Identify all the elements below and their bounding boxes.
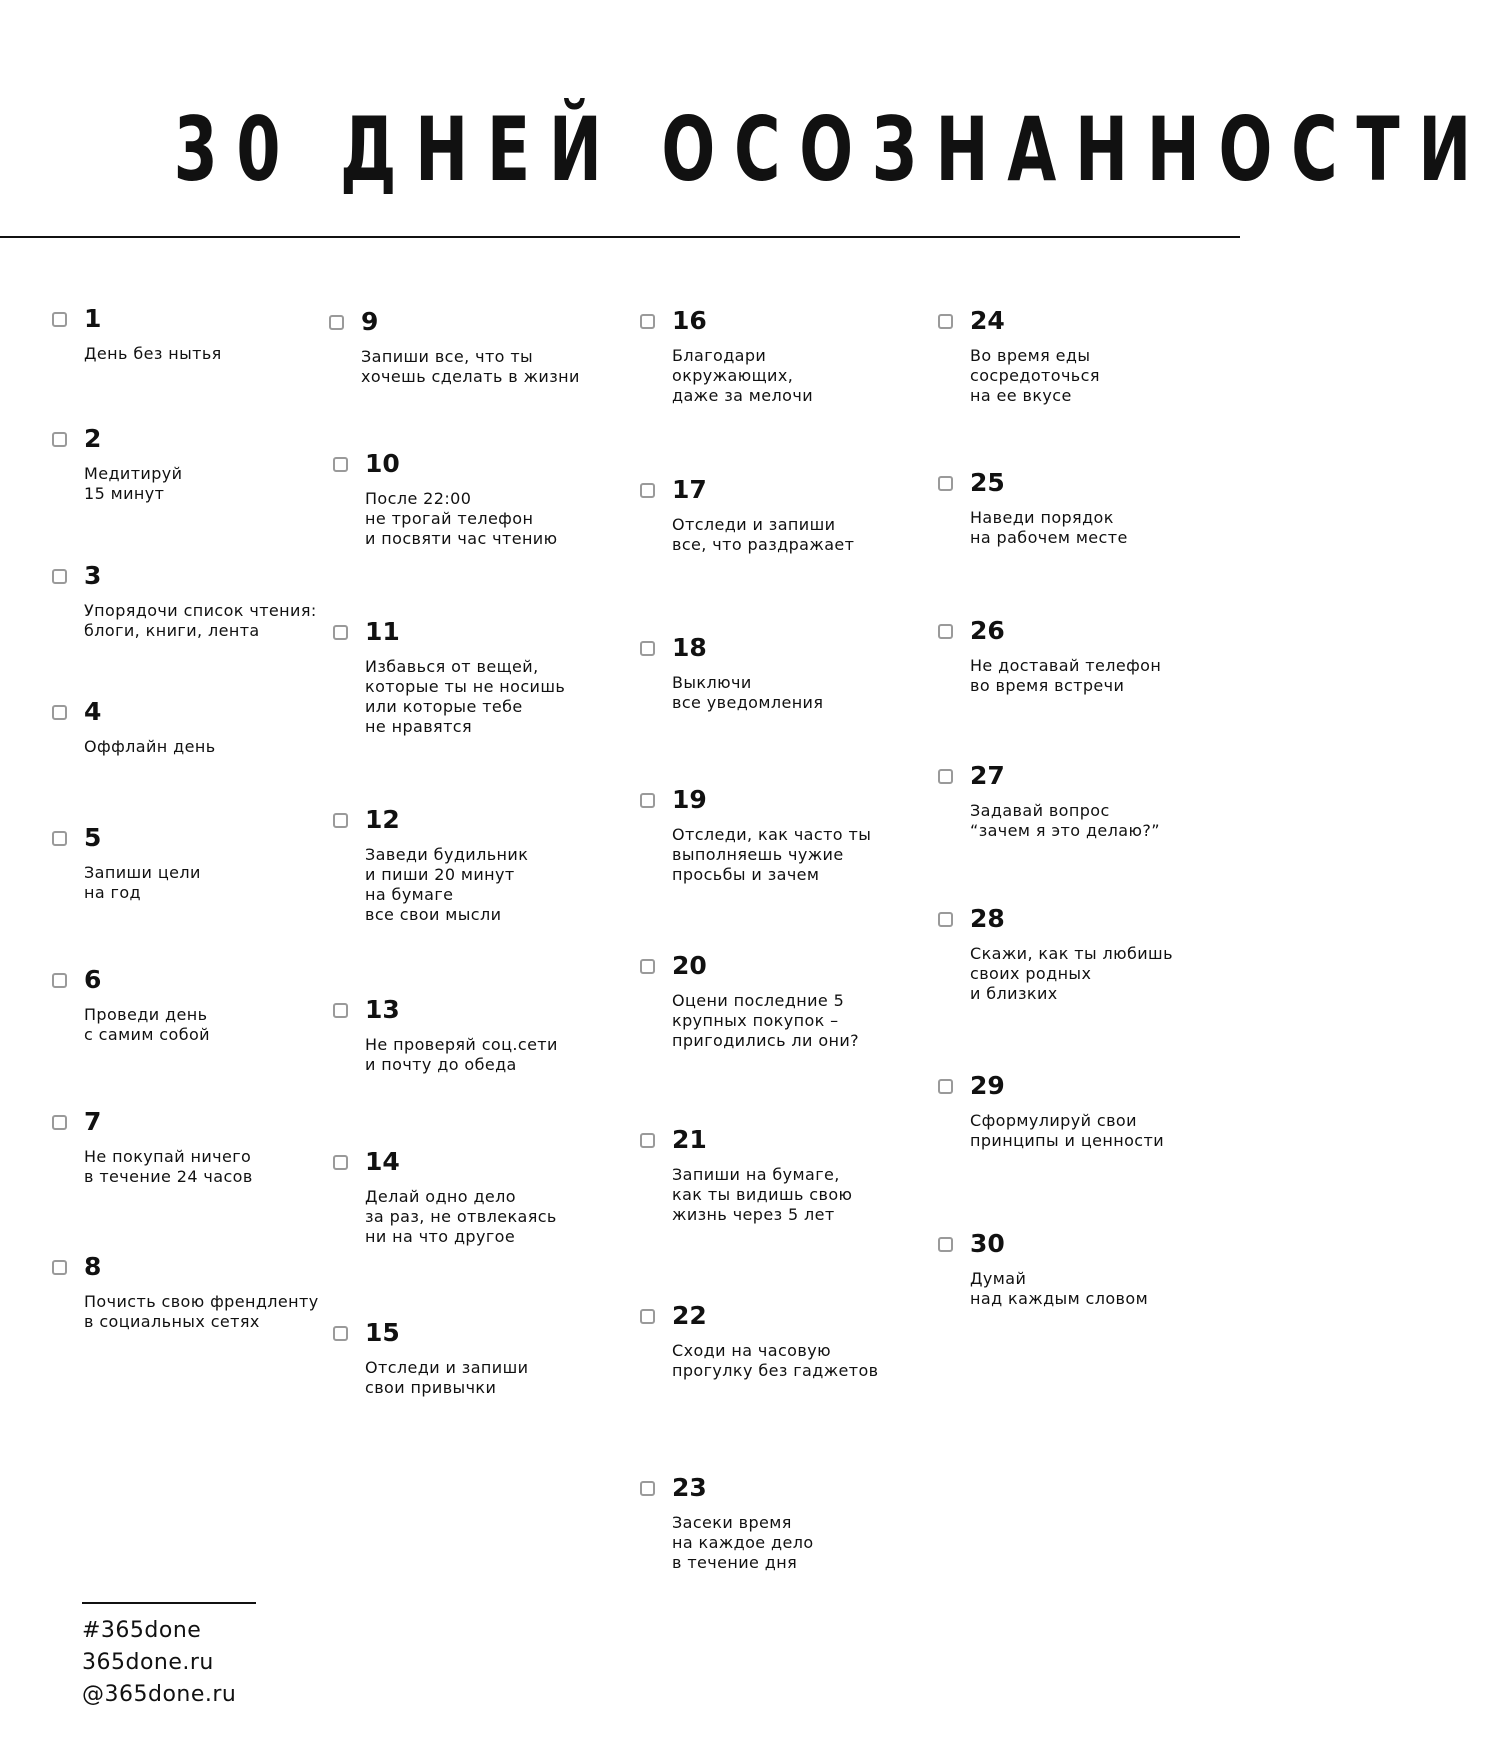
- checkbox[interactable]: [52, 569, 67, 584]
- footer-website[interactable]: 365done.ru: [82, 1650, 214, 1675]
- task-text: Не проверяй соц.сети и почту до обеда: [365, 1035, 558, 1074]
- checkbox[interactable]: [938, 314, 953, 329]
- task-text: Выключи все уведомления: [672, 673, 824, 712]
- task-text: Делай одно дело за раз, не отвлекаясь ни на что другое: [365, 1187, 557, 1246]
- task-number: 8: [84, 1252, 102, 1281]
- task-text: Отследи, как часто ты выполняешь чужие просьбы и зачем: [672, 825, 872, 884]
- task-text: Засеки время на каждое дело в течение дня: [672, 1513, 814, 1572]
- checkbox[interactable]: [640, 1481, 655, 1496]
- checkbox[interactable]: [333, 625, 348, 640]
- task-text: Почисть свою френдленту в социальных сетях: [84, 1292, 319, 1331]
- checkbox[interactable]: [333, 1155, 348, 1170]
- checkbox[interactable]: [52, 831, 67, 846]
- task-text: Сформулируй свои принципы и ценности: [970, 1111, 1164, 1150]
- task-text: Не покупай ничего в течение 24 часов: [84, 1147, 253, 1186]
- task-text: Задавай вопрос “зачем я это делаю?”: [970, 801, 1160, 840]
- checkbox[interactable]: [640, 959, 655, 974]
- checkbox[interactable]: [333, 813, 348, 828]
- task-number: 24: [970, 306, 1005, 335]
- task-text: Не доставай телефон во время встречи: [970, 656, 1162, 695]
- checkbox[interactable]: [938, 476, 953, 491]
- header-divider: [0, 236, 1240, 238]
- task-number: 25: [970, 468, 1005, 497]
- checkbox[interactable]: [329, 315, 344, 330]
- checkbox[interactable]: [52, 312, 67, 327]
- task-text: Благодари окружающих, даже за мелочи: [672, 346, 813, 405]
- checkbox[interactable]: [52, 1115, 67, 1130]
- checkbox[interactable]: [640, 483, 655, 498]
- task-text: Сходи на часовую прогулку без гаджетов: [672, 1341, 879, 1380]
- task-number: 10: [365, 449, 400, 478]
- checkbox[interactable]: [640, 1133, 655, 1148]
- footer-handle[interactable]: @365done.ru: [82, 1682, 237, 1707]
- checkbox[interactable]: [640, 1309, 655, 1324]
- checkbox[interactable]: [333, 1326, 348, 1341]
- task-number: 9: [361, 307, 379, 336]
- checkbox[interactable]: [938, 1079, 953, 1094]
- task-text: Запиши все, что ты хочешь сделать в жизни: [361, 347, 580, 386]
- task-text: Избавься от вещей, которые ты не носишь или которые тебе не нравятся: [365, 657, 566, 736]
- task-number: 22: [672, 1301, 707, 1330]
- task-number: 27: [970, 761, 1005, 790]
- page-title: 30 ДНЕЙ ОСОЗНАННОСТИ: [173, 98, 1490, 201]
- checkbox[interactable]: [52, 432, 67, 447]
- task-text: Отследи и запиши все, что раздражает: [672, 515, 855, 554]
- footer-divider: [82, 1602, 256, 1604]
- task-text: Думай над каждым словом: [970, 1269, 1149, 1308]
- task-number: 3: [84, 561, 102, 590]
- checkbox[interactable]: [938, 769, 953, 784]
- task-number: 2: [84, 424, 102, 453]
- task-number: 7: [84, 1107, 102, 1136]
- task-text: Оцени последние 5 крупных покупок – пригодились ли они?: [672, 991, 860, 1050]
- checkbox[interactable]: [938, 1237, 953, 1252]
- checkbox[interactable]: [52, 973, 67, 988]
- task-number: 14: [365, 1147, 400, 1176]
- checkbox[interactable]: [938, 912, 953, 927]
- checkbox[interactable]: [52, 705, 67, 720]
- task-text: Медитируй 15 минут: [84, 464, 183, 503]
- task-text: Скажи, как ты любишь своих родных и близких: [970, 944, 1173, 1003]
- checkbox[interactable]: [640, 314, 655, 329]
- task-number: 13: [365, 995, 400, 1024]
- task-text: Заведи будильник и пиши 20 минут на бумаге все свои мысли: [365, 845, 529, 924]
- checkbox[interactable]: [333, 1003, 348, 1018]
- task-text: Запиши цели на год: [84, 863, 201, 902]
- checkbox[interactable]: [52, 1260, 67, 1275]
- task-number: 18: [672, 633, 707, 662]
- task-number: 20: [672, 951, 707, 980]
- task-number: 16: [672, 306, 707, 335]
- task-number: 30: [970, 1229, 1005, 1258]
- task-text: После 22:00 не трогай телефон и посвяти час чтению: [365, 489, 558, 548]
- task-number: 6: [84, 965, 102, 994]
- task-number: 26: [970, 616, 1005, 645]
- task-number: 15: [365, 1318, 400, 1347]
- task-text: Упорядочи список чтения: блоги, книги, лента: [84, 601, 317, 640]
- task-text: Запиши на бумаге, как ты видишь свою жизнь через 5 лет: [672, 1165, 853, 1224]
- checkbox[interactable]: [640, 641, 655, 656]
- task-text: Во время еды сосредоточься на ее вкусе: [970, 346, 1100, 405]
- footer-hashtag: #365done: [82, 1618, 202, 1643]
- checkbox[interactable]: [333, 457, 348, 472]
- task-number: 29: [970, 1071, 1005, 1100]
- task-text: День без нытья: [84, 344, 222, 363]
- task-number: 21: [672, 1125, 707, 1154]
- task-number: 12: [365, 805, 400, 834]
- task-number: 1: [84, 304, 102, 333]
- checkbox[interactable]: [640, 793, 655, 808]
- task-number: 5: [84, 823, 102, 852]
- task-text: Отследи и запиши свои привычки: [365, 1358, 529, 1397]
- task-number: 19: [672, 785, 707, 814]
- task-text: Оффлайн день: [84, 737, 216, 756]
- task-number: 4: [84, 697, 102, 726]
- task-text: Проведи день с самим собой: [84, 1005, 210, 1044]
- task-text: Наведи порядок на рабочем месте: [970, 508, 1128, 547]
- task-number: 17: [672, 475, 707, 504]
- task-number: 23: [672, 1473, 707, 1502]
- task-number: 11: [365, 617, 400, 646]
- task-number: 28: [970, 904, 1005, 933]
- checkbox[interactable]: [938, 624, 953, 639]
